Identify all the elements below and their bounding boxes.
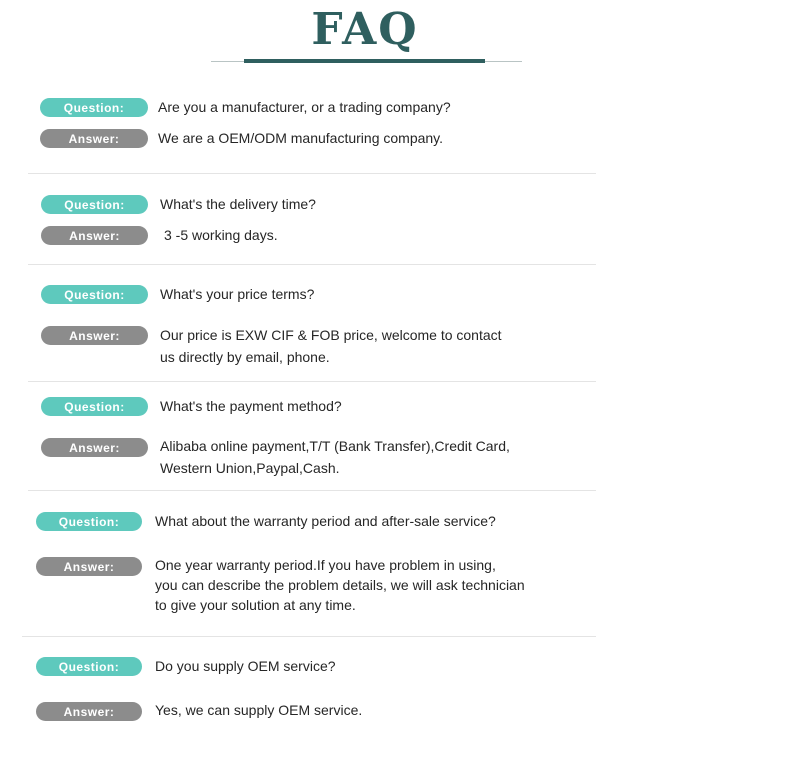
question-badge: Question: bbox=[36, 512, 142, 531]
faq-answer-5-line-3: to give your solution at any time. bbox=[155, 597, 356, 613]
faq-question-2: What's the delivery time? bbox=[160, 196, 316, 212]
faq-answer-3-line-2: us directly by email, phone. bbox=[160, 349, 330, 365]
faq-separator bbox=[28, 381, 596, 382]
faq-separator bbox=[22, 636, 596, 637]
answer-badge: Answer: bbox=[41, 326, 148, 345]
question-badge: Question: bbox=[41, 397, 148, 416]
answer-badge: Answer: bbox=[36, 557, 142, 576]
faq-answer-4-line-1: Alibaba online payment,T/T (Bank Transfer),Credit Card, bbox=[160, 438, 510, 454]
faq-question-5: What about the warranty period and after-sale service? bbox=[155, 513, 496, 529]
faq-answer-4-line-2: Western Union,Paypal,Cash. bbox=[160, 460, 340, 476]
title-underline-thick bbox=[244, 59, 485, 63]
faq-answer-2-line-1: 3 -5 working days. bbox=[164, 227, 278, 243]
faq-separator bbox=[28, 173, 596, 174]
faq-question-4: What's the payment method? bbox=[160, 398, 342, 414]
faq-answer-5-line-2: you can describe the problem details, we will ask technician bbox=[155, 577, 525, 593]
faq-separator bbox=[28, 490, 596, 491]
page-title: FAQ bbox=[311, 4, 419, 55]
faq-answer-3-line-1: Our price is EXW CIF & FOB price, welcome to contact bbox=[160, 327, 502, 343]
question-badge: Question: bbox=[36, 657, 142, 676]
answer-badge: Answer: bbox=[41, 226, 148, 245]
answer-badge: Answer: bbox=[41, 438, 148, 457]
question-badge: Question: bbox=[41, 195, 148, 214]
faq-answer-5-line-1: One year warranty period.If you have problem in using, bbox=[155, 557, 496, 573]
answer-badge: Answer: bbox=[40, 129, 148, 148]
faq-question-3: What's your price terms? bbox=[160, 286, 315, 302]
faq-question-6: Do you supply OEM service? bbox=[155, 658, 336, 674]
answer-badge: Answer: bbox=[36, 702, 142, 721]
faq-answer-6-line-1: Yes, we can supply OEM service. bbox=[155, 702, 363, 718]
question-badge: Question: bbox=[41, 285, 148, 304]
faq-answer-1-line-1: We are a OEM/ODM manufacturing company. bbox=[158, 130, 444, 146]
faq-separator bbox=[28, 264, 596, 265]
question-badge: Question: bbox=[40, 98, 148, 117]
faq-question-1: Are you a manufacturer, or a trading company? bbox=[158, 99, 451, 115]
